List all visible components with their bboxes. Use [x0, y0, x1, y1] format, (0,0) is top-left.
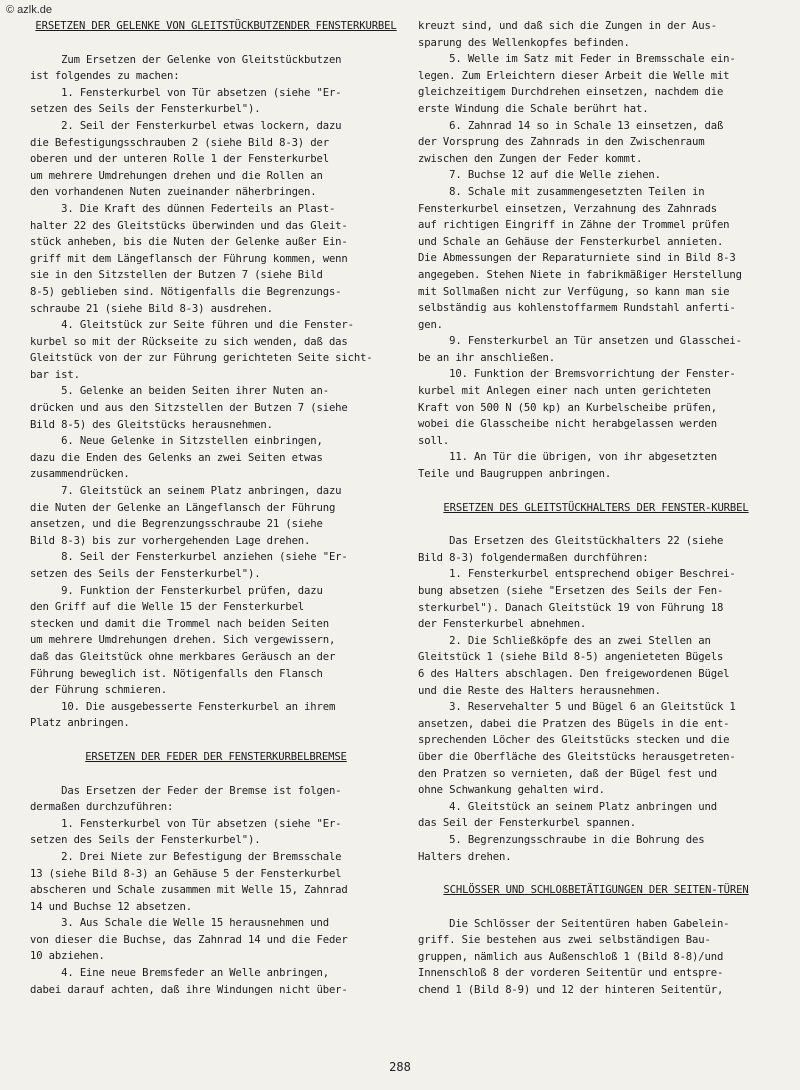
- paragraph: [418, 566, 774, 632]
- text-line: Innenschloß 8 der vorderen Seitentür und entspre-: [418, 967, 724, 980]
- text-line: ansetzen, dabei die Pratzen des Bügels in die ent-: [418, 717, 730, 730]
- paragraph: [418, 184, 774, 333]
- text-line: ohne Schwankung gehalten wird.: [418, 784, 605, 797]
- text-line: Platz anbringen.: [30, 717, 130, 730]
- text-line: soll.: [418, 434, 450, 447]
- text-line: be an ihr anschließen.: [418, 351, 556, 364]
- section-heading: [418, 500, 774, 517]
- text-line: Das Ersetzen der Feder der Bremse ist folgen-: [30, 784, 342, 797]
- text-line: 1. Fensterkurbel von Tür absetzen (siehe "Er-: [30, 86, 342, 99]
- text-line: die Nuten der Gelenke an Längeflansch der Führung: [30, 501, 336, 514]
- paragraph: [30, 201, 402, 317]
- text-line: 7. Buchse 12 auf die Welle ziehen.: [418, 169, 661, 182]
- text-line: 8-5) geblieben sind. Nötigenfalls die Begrenzungs-: [30, 285, 342, 298]
- text-line: 6 des Halters abschlagen. Den freigewordenen Bügel: [418, 667, 730, 680]
- paragraph: [418, 533, 774, 566]
- watermark: © azlk.de: [6, 4, 53, 16]
- text-line: 14 und Buchse 12 absetzen.: [30, 900, 192, 913]
- text-line: 3. Aus Schale die Welle 15 herausnehmen und: [30, 917, 329, 930]
- text-line: ERSETZEN DER FEDER DER FENSTERKURBELBREMSE: [85, 750, 347, 763]
- text-line: sprechenden Löcher des Gleitstücks stecken und die: [418, 734, 730, 747]
- text-line: auf richtigen Eingriff in Zähne der Trommel prüfen: [418, 219, 730, 232]
- paragraph: [418, 167, 774, 184]
- paragraph: [30, 383, 402, 433]
- text-line: 8. Schale mit zusammengesetzten Teilen in: [418, 185, 705, 198]
- paragraph: [418, 449, 774, 482]
- text-line: kurbel mit Anlegen einer nach unten gerichteten: [418, 385, 711, 398]
- section-heading: [418, 882, 774, 899]
- text-line: angegeben. Stehen Niete in fabrikmäßiger Herstellung: [418, 268, 742, 281]
- text-line: mit Sollmaßen nicht zur Verfügung, so kann man sie: [418, 285, 730, 298]
- text-line: stecken und damit die Trommel nach beiden Seiten: [30, 617, 329, 630]
- text-line: abscheren und Schale zusammen mit Welle 15, Zahnrad: [30, 884, 348, 897]
- text-line: das Seil der Fensterkurbel spannen.: [418, 817, 636, 830]
- text-line: 6. Neue Gelenke in Sitzstellen einbringen,: [30, 435, 323, 448]
- text-line: sterkurbel"). Danach Gleitstück 19 von Führung 18: [418, 601, 724, 614]
- text-line: chend 1 (Bild 8-9) und 12 der hinteren Seitentür,: [418, 984, 724, 997]
- text-line: 2. Drei Niete zur Befestigung der Bremsschale: [30, 850, 342, 863]
- text-line: 5. Begrenzungsschraube in die Bohrung des: [418, 833, 705, 846]
- text-line: erste Windung die Schale berührt hat.: [418, 102, 649, 115]
- section-heading: [30, 18, 402, 35]
- text-line: Bild 8-3) bis zur vorhergehenden Lage drehen.: [30, 534, 311, 547]
- text-line: Halters drehen.: [418, 850, 512, 863]
- text-line: Das Ersetzen des Gleitstückhalters 22 (siehe: [418, 535, 724, 548]
- text-line: setzen des Seils der Fensterkurbel").: [30, 103, 261, 116]
- text-line: 5. Gelenke an beiden Seiten ihrer Nuten an-: [30, 385, 329, 398]
- text-line: dazu die Enden des Gelenks an zwei Seiten etwas: [30, 451, 323, 464]
- paragraph: [30, 85, 402, 118]
- text-line: gruppen, nämlich aus Außenschloß 1 (Bild 8-8)/und: [418, 950, 724, 963]
- text-line: 3. Reservehalter 5 und Bügel 6 an Gleitstück 1: [418, 701, 736, 714]
- paragraph: [418, 799, 774, 832]
- text-line: drücken und aus den Sitzstellen der Butzen 7 (siehe: [30, 402, 348, 415]
- text-line: ERSETZEN DES GLEITSTÜCKHALTERS DER FENSTER-: [443, 501, 712, 514]
- text-line: Die Abmessungen der Reparaturniete sind in Bild 8-3: [418, 252, 736, 265]
- text-line: 6. Zahnrad 14 so in Schale 13 einsetzen, daß: [418, 119, 724, 132]
- paragraph: [30, 549, 402, 582]
- paragraph: [30, 118, 402, 201]
- text-line: gleichzeitigem Durchdrehen einsetzen, nachdem die: [418, 86, 724, 99]
- text-line: dermaßen durchzuführen:: [30, 801, 174, 814]
- text-line: wobei die Glasscheibe nicht herabgelassen werden: [418, 418, 717, 431]
- right-column: [418, 18, 774, 999]
- text-line: setzen des Seils der Fensterkurbel").: [30, 568, 261, 580]
- text-line: 7. Gleitstück an seinem Platz anbringen, dazu: [30, 485, 342, 498]
- text-line: daß das Gleitstück ohne merkbares Geräusch an der: [30, 650, 336, 663]
- text-line: 1. Fensterkurbel entsprechend obiger Beschrei-: [418, 568, 736, 581]
- text-line: oberen und der unteren Rolle 1 der Fensterkurbel: [30, 153, 329, 166]
- text-line: griff. Sie bestehen aus zwei selbständigen Bau-: [418, 934, 711, 947]
- text-line: 2. Die Schließköpfe des an zwei Stellen an: [418, 634, 711, 647]
- text-line: 2. Seil der Fensterkurbel etwas lockern, dazu: [30, 119, 342, 132]
- section-heading: [30, 749, 402, 766]
- text-line: 8. Seil der Fensterkurbel anziehen (siehe "Er-: [30, 551, 348, 564]
- paragraph: [418, 18, 774, 51]
- text-line: Die Schlösser der Seitentüren haben Gabelein-: [418, 917, 730, 930]
- text-line: Führung beweglich ist. Nötigenfalls den Flansch: [30, 667, 323, 680]
- text-line: zwischen den Zungen der Feder kommt.: [418, 152, 643, 165]
- text-line: schraube 21 (siehe Bild 8-3) ausdrehen.: [30, 302, 273, 315]
- text-line: KURBEL: [711, 501, 749, 514]
- text-line: TÜREN: [717, 884, 749, 897]
- text-line: kurbel so mit der Rückseite zu sich wenden, daß das: [30, 335, 348, 348]
- text-line: Gleitstück 1 (siehe Bild 8-5) angenieteten Bügels: [418, 651, 724, 664]
- text-line: halter 22 des Gleitstücks überwinden und das Gleit-: [30, 219, 348, 232]
- text-line: Gleitstück von der zur Führung gerichteten Seite sicht-: [30, 352, 373, 365]
- text-line: Kraft von 500 N (50 kp) an Kurbelscheibe prüfen,: [418, 401, 717, 414]
- paragraph: [418, 699, 774, 799]
- text-line: ERSETZEN DER GELENKE VON GLEITSTÜCKBUTZEN: [35, 20, 291, 32]
- text-line: 4. Gleitstück zur Seite führen und die Fenster-: [30, 319, 354, 332]
- text-line: den Pratzen so vernieten, daß der Bügel fest und: [418, 767, 717, 780]
- text-line: selbständig aus kohlenstoffarmem Rundstahl anferti-: [418, 302, 736, 315]
- text-line: sparung des Wellenkopfes befinden.: [418, 36, 630, 49]
- text-line: 10. Funktion der Bremsvorrichtung der Fenster-: [418, 368, 736, 381]
- text-line: Fensterkurbel einsetzen, Verzahnung des Zahnrads: [418, 202, 717, 215]
- paragraph: [30, 583, 402, 699]
- text-line: dabei darauf achten, daß ihre Windungen nicht über-: [30, 983, 348, 996]
- text-line: Bild 8-5) des Gleitstücks herausnehmen.: [30, 418, 273, 431]
- paragraph: [30, 915, 402, 965]
- paragraph: [418, 118, 774, 168]
- text-line: der Fensterkurbel abnehmen.: [418, 618, 587, 631]
- text-line: um mehrere Umdrehungen drehen. Sich vergewissern,: [30, 634, 336, 647]
- text-line: über die Oberfläche des Gleitstücks herausgetreten-: [418, 750, 736, 763]
- paragraph: [30, 965, 402, 998]
- text-line: bar ist.: [30, 368, 80, 381]
- text-line: der Vorsprung des Zahnrads in den Zwischenraum: [418, 136, 705, 149]
- text-line: 10 abziehen.: [30, 950, 105, 963]
- text-line: sie in den Sitzstellen der Butzen 7 (siehe Bild: [30, 269, 323, 282]
- paragraph: [418, 51, 774, 117]
- paragraph: [30, 52, 402, 85]
- text-line: legen. Zum Erleichtern dieser Arbeit die Welle mit: [418, 69, 730, 82]
- paragraph: [418, 333, 774, 366]
- paragraph: [418, 633, 774, 699]
- text-line: griff mit dem Längeflansch der Führung kommen, wenn: [30, 252, 348, 265]
- paragraph: [30, 816, 402, 849]
- text-line: den Griff auf die Welle 15 der Fensterkurbel: [30, 601, 305, 614]
- text-line: 9. Funktion der Fensterkurbel prüfen, dazu: [30, 584, 323, 597]
- text-line: um mehrere Umdrehungen drehen und die Rollen an: [30, 169, 323, 182]
- page-number: 288: [389, 1060, 411, 1074]
- text-line: der Führung schmieren.: [30, 684, 168, 697]
- text-line: 10. Die ausgebesserte Fensterkurbel an ihrem: [30, 700, 336, 713]
- paragraph: [418, 832, 774, 865]
- text-line: ansetzen, und die Begrenzungsschraube 21 (siehe: [30, 518, 323, 531]
- text-line: 5. Welle im Satz mit Feder in Bremsschale ein-: [418, 53, 736, 66]
- text-line: 4. Eine neue Bremsfeder an Welle anbringen,: [30, 967, 329, 980]
- paragraph: [30, 483, 402, 549]
- text-line: gen.: [418, 318, 443, 331]
- paragraph: [30, 433, 402, 483]
- text-line: SCHLÖSSER UND SCHLOßBETÄTIGUNGEN DER SEITEN-: [443, 884, 718, 897]
- text-line: Bild 8-3) folgendermaßen durchführen:: [418, 551, 649, 564]
- left-column: [30, 18, 402, 998]
- text-line: 11. An Tür die übrigen, von ihr abgesetzten: [418, 451, 717, 464]
- paragraph: [30, 317, 402, 383]
- text-line: stück anheben, bis die Nuten der Gelenke außer Ein-: [30, 236, 348, 249]
- text-line: 13 (siehe Bild 8-3) an Gehäuse 5 der Fensterkurbel: [30, 867, 342, 880]
- text-line: DER FENSTERKURBEL: [290, 20, 397, 32]
- text-line: die Befestigungsschrauben 2 (siehe Bild 8-3) der: [30, 136, 329, 149]
- text-line: setzen des Seils der Fensterkurbel").: [30, 834, 261, 847]
- text-line: Zum Ersetzen der Gelenke von Gleitstückbutzen: [30, 53, 342, 66]
- text-line: 4. Gleitstück an seinem Platz anbringen und: [418, 800, 717, 813]
- text-line: bung absetzen (siehe "Ersetzen des Seils der Fen-: [418, 585, 724, 597]
- text-line: von dieser die Buchse, das Zahnrad 14 und die Feder: [30, 933, 348, 946]
- paragraph: [30, 783, 402, 816]
- text-line: und die Reste des Halters herausnehmen.: [418, 684, 661, 697]
- text-line: und Schale an Gehäuse der Fensterkurbel annieten.: [418, 235, 724, 248]
- text-line: 1. Fensterkurbel von Tür absetzen (siehe "Er-: [30, 817, 342, 830]
- paragraph: [30, 699, 402, 732]
- paragraph: [30, 849, 402, 915]
- text-line: den vorhandenen Nuten zueinander näherbringen.: [30, 186, 317, 199]
- text-line: 3. Die Kraft des dünnen Federteils an Plast-: [30, 202, 336, 215]
- text-line: zusammendrücken.: [30, 468, 130, 481]
- paragraph: [418, 366, 774, 449]
- paragraph: [418, 916, 774, 999]
- text-line: kreuzt sind, und daß sich die Zungen in der Aus-: [418, 20, 717, 32]
- text-line: 9. Fensterkurbel an Tür ansetzen und Glasschei-: [418, 335, 742, 348]
- text-line: ist folgendes zu machen:: [30, 70, 180, 83]
- text-line: Teile und Baugruppen anbringen.: [418, 468, 612, 481]
